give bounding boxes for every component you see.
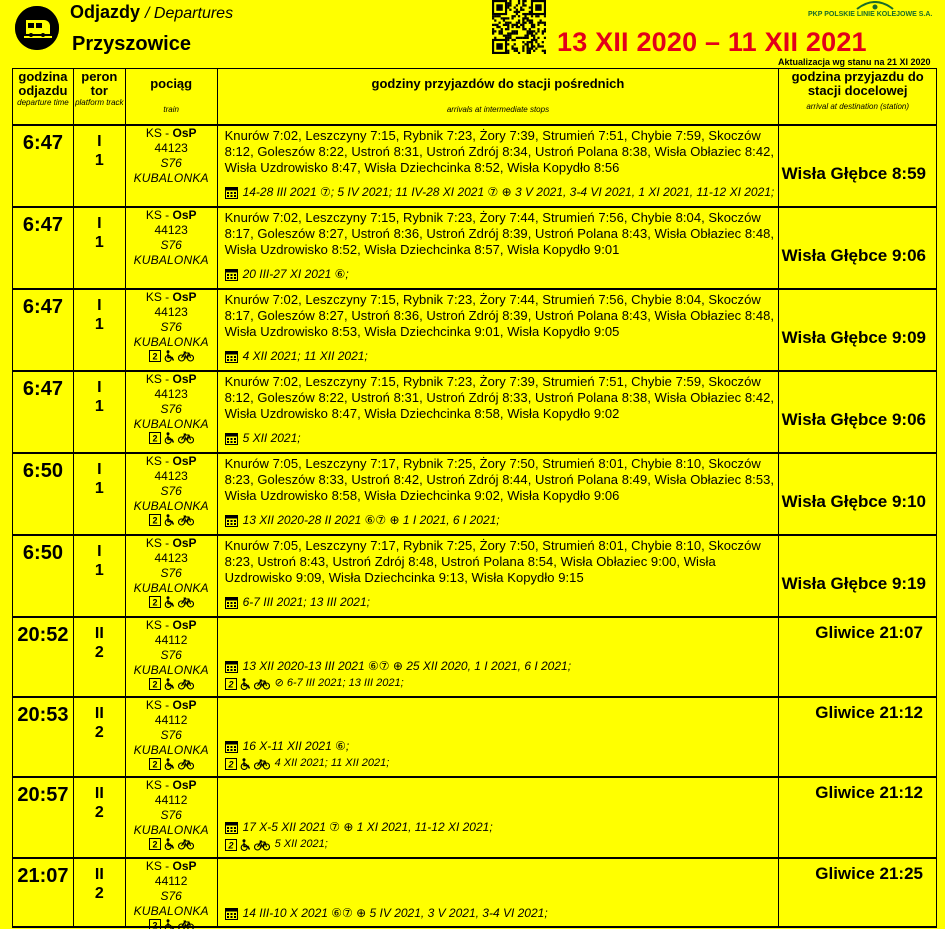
train-line: S76 xyxy=(160,566,182,580)
train-category-code: OsP xyxy=(172,618,197,632)
track-number: 1 xyxy=(94,152,104,169)
col-intermediate-label: godziny przyjazdów do stacji pośrednich xyxy=(371,76,625,91)
destination-arrival: Wisła Głębce 9:06 xyxy=(781,246,926,265)
train-name: KUBALONKA xyxy=(133,171,209,185)
bicycle-icon xyxy=(178,919,194,929)
calendar-note: 13 XII 2020-28 II 2021 ⑥⑦ ⊕ 1 I 2021, 6 I 2021; xyxy=(242,513,500,527)
train-name: KUBALONKA xyxy=(133,253,209,267)
train-category xyxy=(126,372,217,387)
platform-number: II xyxy=(94,866,104,883)
calendar-note: 4 XII 2021; 11 XII 2021; xyxy=(242,349,368,363)
train-info xyxy=(126,208,218,288)
stops-list: Knurów 7:02, Leszczyny 7:15, Rybnik 7:23, Żory 7:44, Strumień 7:56, Chybie 8:04, Skoczów 8:17, Goleszów 8:27, Ustroń 8:36, Ustroń Zdrój 8:39, Ustroń Polana 8:43, Wisła Obłaziec 8:48, Wisła Uzdrowisko 8:53, Wisła Dziechcinka 9:01, Wisła Kopydło 9:05 xyxy=(224,292,775,339)
col-platform-sublabel: platform track xyxy=(75,98,124,107)
bicycle-icon xyxy=(178,678,194,690)
train-number: 44123 xyxy=(154,141,188,155)
table-row xyxy=(12,698,937,778)
amenity-note-text: ⊘ 6-7 III 2021; 13 III 2021; xyxy=(274,677,404,689)
destination-arrival: Gliwice 21:07 xyxy=(815,623,923,642)
destination-arrival: Wisła Głębce 9:19 xyxy=(781,574,926,593)
bicycle-icon xyxy=(178,432,194,444)
train-category-code: OsP xyxy=(172,372,197,386)
track-number: 1 xyxy=(94,316,104,333)
train-operator: KS - xyxy=(145,778,173,792)
platform-number: II xyxy=(94,705,104,722)
col-departure xyxy=(13,69,74,124)
train-line: S76 xyxy=(160,402,182,416)
train-info xyxy=(126,536,218,616)
train-number: 44123 xyxy=(154,305,188,319)
table-row xyxy=(12,208,937,290)
second-class-icon xyxy=(149,838,161,850)
train-category xyxy=(126,536,217,551)
departure-time: 20:57 xyxy=(13,778,74,857)
train-icon xyxy=(15,6,59,50)
train-category-code: OsP xyxy=(172,698,197,712)
wheelchair-icon xyxy=(240,678,251,690)
train-number: 44112 xyxy=(154,713,188,727)
platform-track xyxy=(74,698,126,776)
train-info xyxy=(126,778,218,857)
wheelchair-icon xyxy=(240,758,251,770)
departure-time: 6:50 xyxy=(13,536,74,616)
service-calendar xyxy=(225,595,370,610)
platform-track xyxy=(74,372,126,452)
intermediate-stops xyxy=(218,372,780,452)
train-amenities xyxy=(149,514,194,526)
train-name: KUBALONKA xyxy=(133,823,209,837)
calendar-note: 16 X-11 XII 2021 ⑥; xyxy=(242,739,350,753)
table-row xyxy=(12,290,937,372)
destination-cell xyxy=(779,126,936,206)
col-intermediate-sublabel: arrivals at intermediate stops xyxy=(446,105,550,114)
calendar-note: 13 XII 2020-13 III 2021 ⑥⑦ ⊕ 25 XII 2020, 1 I 2021, 6 I 2021; xyxy=(242,659,572,673)
intermediate-stops xyxy=(218,290,780,370)
train-name: KUBALONKA xyxy=(133,743,209,757)
departure-rows xyxy=(12,126,937,928)
svg-text:2: 2 xyxy=(228,679,234,689)
train-category xyxy=(126,126,217,141)
title-en: / Departures xyxy=(145,5,234,22)
track-number: 1 xyxy=(94,234,104,251)
table-row xyxy=(12,778,937,859)
departure-time: 20:52 xyxy=(13,618,74,696)
qr-code xyxy=(492,0,546,54)
bicycle-icon xyxy=(178,758,194,770)
second-class-icon xyxy=(149,919,161,929)
table-row xyxy=(12,618,937,698)
train-amenities xyxy=(225,758,270,770)
service-calendar xyxy=(225,820,493,835)
train-number: 44123 xyxy=(154,387,188,401)
table-row xyxy=(12,454,937,536)
train-line: S76 xyxy=(160,484,182,498)
operator-name: PKP POLSKIE LINIE KOLEJOWE S.A. xyxy=(808,11,933,18)
train-number: 44123 xyxy=(154,469,188,483)
train-name: KUBALONKA xyxy=(133,581,209,595)
svg-text:2: 2 xyxy=(152,351,158,362)
destination-cell xyxy=(779,698,936,776)
table-row xyxy=(12,126,937,208)
stops-list: Knurów 7:02, Leszczyny 7:15, Rybnik 7:23, Żory 7:39, Strumień 7:51, Chybie 7:59, Skoczów 8:12, Goleszów 8:22, Ustroń 8:31, Ustroń Zdrój 8:34, Ustroń Polana 8:38, Wisła Obłaziec 8:42, Wisła Uzdrowisko 8:47, Wisła Dziechcinka 8:52, Wisła Kopydło 8:56 xyxy=(224,128,775,175)
col-destination-sublabel: arrival at destination (station) xyxy=(806,102,910,111)
train-category-code: OsP xyxy=(172,208,197,222)
platform-number: I xyxy=(97,133,102,150)
departures-table xyxy=(12,68,937,928)
train-line: S76 xyxy=(160,889,182,903)
calendar-icon xyxy=(225,596,238,609)
train-line: S76 xyxy=(160,156,182,170)
calendar-note: 20 III-27 XI 2021 ⑥; xyxy=(242,267,349,281)
col-train-label: pociąg xyxy=(150,76,193,91)
col-departure-sublabel: departure time xyxy=(17,98,69,107)
intermediate-stops xyxy=(218,208,780,288)
svg-text:2: 2 xyxy=(152,920,158,929)
stops-list: Knurów 7:02, Leszczyny 7:15, Rybnik 7:23, Żory 7:39, Strumień 7:51, Chybie 7:59, Skoczów 8:12, Goleszów 8:22, Ustroń 8:31, Ustroń Zdrój 8:33, Ustroń Polana 8:38, Wisła Obłaziec 8:42, Wisła Uzdrowisko 8:47, Wisła Dziechcinka 8:58, Wisła Kopydło 9:02 xyxy=(224,374,775,421)
stops-list: Knurów 7:05, Leszczyny 7:17, Rybnik 7:25, Żory 7:50, Strumień 8:01, Chybie 8:10, Skoczów 8:23, Ustroń 8:43, Ustroń Zdrój 8:48, Ustroń Polana 8:54, Wisła Obłaziec 9:00, Wisła Uzdrowisko 9:09, Wisła Dziechcinka 9:13, Wisła Kopydło 9:15 xyxy=(224,538,761,585)
platform-track xyxy=(74,290,126,370)
train-amenities xyxy=(149,919,194,929)
train-info xyxy=(126,372,218,452)
departure-time: 6:47 xyxy=(13,208,74,288)
platform-number: I xyxy=(97,543,102,560)
second-class-icon xyxy=(149,350,161,362)
svg-text:2: 2 xyxy=(228,840,234,850)
pkp-logo xyxy=(855,0,895,8)
service-calendar xyxy=(225,513,500,528)
validity-period: 13 XII 2020 – 11 XII 2021 xyxy=(557,27,867,57)
calendar-note: 17 X-5 XII 2021 ⑦ ⊕ 1 XI 2021, 11-12 XI 2021; xyxy=(242,820,493,834)
train-category xyxy=(126,618,217,633)
train-amenities xyxy=(225,678,270,690)
bicycle-icon xyxy=(178,838,194,850)
col-platform xyxy=(74,69,126,124)
train-number: 44123 xyxy=(154,551,188,565)
svg-text:2: 2 xyxy=(152,679,158,690)
second-class-icon xyxy=(149,758,161,770)
train-amenities xyxy=(149,596,194,608)
intermediate-stops xyxy=(218,778,780,857)
wheelchair-icon xyxy=(164,838,175,850)
train-category xyxy=(126,454,217,469)
platform-number: I xyxy=(97,215,102,232)
amenity-note xyxy=(225,676,404,691)
train-category xyxy=(126,208,217,223)
train-category xyxy=(126,859,217,874)
platform-number: II xyxy=(94,785,104,802)
train-number: 44112 xyxy=(154,874,188,888)
departure-time: 20:53 xyxy=(13,698,74,776)
amenity-note xyxy=(225,837,328,852)
track-number: 2 xyxy=(94,724,104,741)
departure-time: 21:07 xyxy=(13,859,74,926)
train-operator: KS - xyxy=(145,859,173,873)
station-name: Przyszowice xyxy=(72,33,191,55)
train-number: 44112 xyxy=(154,633,188,647)
col-train xyxy=(126,69,218,124)
title-pl: Odjazdy xyxy=(70,2,141,22)
destination-arrival: Wisła Głębce 8:59 xyxy=(781,164,926,183)
platform-track xyxy=(74,859,126,926)
train-operator: KS - xyxy=(145,618,173,632)
intermediate-stops xyxy=(218,126,780,206)
train-category-code: OsP xyxy=(172,454,197,468)
train-info xyxy=(126,618,218,696)
destination-cell xyxy=(779,454,936,534)
wheelchair-icon xyxy=(164,350,175,362)
train-info xyxy=(126,859,218,929)
intermediate-stops xyxy=(218,536,780,616)
service-calendar xyxy=(225,349,368,364)
destination-cell xyxy=(779,208,936,288)
platform-track xyxy=(74,618,126,696)
platform-number: II xyxy=(94,625,104,642)
second-class-icon xyxy=(149,514,161,526)
platform-track xyxy=(74,536,126,616)
calendar-icon xyxy=(225,432,238,445)
departure-time: 6:47 xyxy=(13,126,74,206)
service-calendar xyxy=(225,659,571,674)
train-name: KUBALONKA xyxy=(133,499,209,513)
train-number: 44112 xyxy=(154,793,188,807)
calendar-note: 14-28 III 2021 ⑦; 5 IV 2021; 11 IV-28 XI 2021 ⑦ ⊕ 3 V 2021, 3-4 VI 2021, 1 XI 2021, 11-12 XI 2021; xyxy=(242,185,775,199)
platform-track xyxy=(74,126,126,206)
train-name: KUBALONKA xyxy=(133,335,209,349)
service-calendar xyxy=(225,267,349,282)
wheelchair-icon xyxy=(164,596,175,608)
departure-time: 6:47 xyxy=(13,290,74,370)
train-category-code: OsP xyxy=(172,126,197,140)
train-operator: KS - xyxy=(145,372,173,386)
bicycle-icon xyxy=(254,839,270,851)
train-category xyxy=(126,778,217,793)
train-amenities xyxy=(149,678,194,690)
table-header xyxy=(12,68,937,126)
bicycle-icon xyxy=(254,678,270,690)
track-number: 1 xyxy=(94,562,104,579)
platform-number: I xyxy=(97,461,102,478)
intermediate-stops xyxy=(218,618,780,696)
train-operator: KS - xyxy=(145,454,173,468)
train-amenities xyxy=(225,839,270,851)
calendar-icon xyxy=(225,186,238,199)
wheelchair-icon xyxy=(164,432,175,444)
platform-track xyxy=(74,454,126,534)
second-class-icon xyxy=(225,758,237,770)
svg-text:2: 2 xyxy=(152,839,158,850)
train-info xyxy=(126,698,218,776)
col-platform-label: peron tor xyxy=(81,69,118,98)
departure-time: 6:50 xyxy=(13,454,74,534)
second-class-icon xyxy=(225,839,237,851)
track-number: 2 xyxy=(94,804,104,821)
amenity-note-text: 5 XII 2021; xyxy=(274,838,328,850)
train-category-code: OsP xyxy=(172,778,197,792)
amenity-note-text: 4 XII 2021; 11 XII 2021; xyxy=(274,757,390,769)
platform-number: I xyxy=(97,379,102,396)
destination-cell xyxy=(779,778,936,857)
svg-text:2: 2 xyxy=(152,759,158,770)
train-operator: KS - xyxy=(145,290,173,304)
calendar-icon xyxy=(225,660,238,673)
train-category xyxy=(126,698,217,713)
calendar-note: 6-7 III 2021; 13 III 2021; xyxy=(242,595,370,609)
train-name: KUBALONKA xyxy=(133,417,209,431)
train-line: S76 xyxy=(160,320,182,334)
second-class-icon xyxy=(225,678,237,690)
train-info xyxy=(126,126,218,206)
train-info xyxy=(126,454,218,534)
svg-text:2: 2 xyxy=(152,597,158,608)
track-number: 1 xyxy=(94,480,104,497)
train-number: 44123 xyxy=(154,223,188,237)
train-line: S76 xyxy=(160,238,182,252)
calendar-icon xyxy=(225,740,238,753)
destination-cell xyxy=(779,290,936,370)
track-number: 2 xyxy=(94,644,104,661)
intermediate-stops xyxy=(218,698,780,776)
destination-arrival: Gliwice 21:12 xyxy=(815,703,923,722)
col-intermediate xyxy=(218,69,780,124)
bicycle-icon xyxy=(254,758,270,770)
track-number: 1 xyxy=(94,398,104,415)
table-row xyxy=(12,859,937,928)
platform-track xyxy=(74,778,126,857)
destination-arrival: Wisła Głębce 9:10 xyxy=(781,492,926,511)
train-info xyxy=(126,290,218,370)
second-class-icon xyxy=(149,596,161,608)
platform-number: I xyxy=(97,297,102,314)
table-row xyxy=(12,372,937,454)
svg-text:2: 2 xyxy=(152,515,158,526)
train-operator: KS - xyxy=(145,536,173,550)
amenity-note xyxy=(225,756,390,771)
stops-list: Knurów 7:05, Leszczyny 7:17, Rybnik 7:25, Żory 7:50, Strumień 8:01, Chybie 8:10, Skoczów 8:23, Goleszów 8:33, Ustroń 8:42, Ustroń Zdrój 8:44, Ustroń Polana 8:49, Wisła Obłaziec 8:53, Wisła Uzdrowisko 8:58, Wisła Dziechcinka 9:02, Wisła Kopydło 9:06 xyxy=(224,456,775,503)
destination-cell xyxy=(779,536,936,616)
wheelchair-icon xyxy=(240,839,251,851)
service-calendar xyxy=(225,185,775,200)
calendar-icon xyxy=(225,821,238,834)
wheelchair-icon xyxy=(164,758,175,770)
stops-list: Knurów 7:02, Leszczyny 7:15, Rybnik 7:23, Żory 7:44, Strumień 7:56, Chybie 8:04, Skoczów 8:17, Goleszów 8:27, Ustroń 8:36, Ustroń Zdrój 8:39, Ustroń Polana 8:43, Wisła Obłaziec 8:48, Wisła Uzdrowisko 8:52, Wisła Dziechcinka 8:57, Wisła Kopydło 9:01 xyxy=(224,210,775,257)
train-category xyxy=(126,290,217,305)
calendar-note: 14 III-10 X 2021 ⑥⑦ ⊕ 5 IV 2021, 3 V 2021, 3-4 VI 2021; xyxy=(242,906,548,920)
train-category-code: OsP xyxy=(172,290,197,304)
bicycle-icon xyxy=(178,514,194,526)
col-destination xyxy=(779,69,936,124)
wheelchair-icon xyxy=(164,919,175,929)
train-operator: KS - xyxy=(145,208,173,222)
destination-arrival: Wisła Głębce 9:09 xyxy=(781,328,926,347)
departure-time: 6:47 xyxy=(13,372,74,452)
page-title xyxy=(70,2,233,23)
destination-arrival: Wisła Głębce 9:06 xyxy=(781,410,926,429)
page-header xyxy=(0,0,945,68)
calendar-note: 5 XII 2021; xyxy=(242,431,301,445)
col-departure-label: godzina odjazdu xyxy=(18,69,68,98)
train-operator: KS - xyxy=(145,126,173,140)
bicycle-icon xyxy=(178,350,194,362)
calendar-icon xyxy=(225,268,238,281)
update-note: Aktualizacja wg stanu na 21 XI 2020 xyxy=(778,57,931,67)
service-calendar xyxy=(225,906,548,921)
track-number: 2 xyxy=(94,885,104,902)
svg-text:2: 2 xyxy=(228,759,234,769)
train-name: KUBALONKA xyxy=(133,904,209,918)
svg-text:2: 2 xyxy=(152,433,158,444)
intermediate-stops xyxy=(218,859,780,926)
destination-arrival: Gliwice 21:25 xyxy=(815,864,923,883)
train-amenities xyxy=(149,350,194,362)
destination-arrival: Gliwice 21:12 xyxy=(815,783,923,802)
wheelchair-icon xyxy=(164,514,175,526)
train-category-code: OsP xyxy=(172,859,197,873)
col-train-sublabel: train xyxy=(163,105,179,114)
calendar-icon xyxy=(225,350,238,363)
destination-cell xyxy=(779,859,936,926)
destination-cell xyxy=(779,372,936,452)
train-amenities xyxy=(149,432,194,444)
table-row xyxy=(12,536,937,618)
train-amenities xyxy=(149,758,194,770)
platform-track xyxy=(74,208,126,288)
wheelchair-icon xyxy=(164,678,175,690)
second-class-icon xyxy=(149,678,161,690)
train-operator: KS - xyxy=(145,698,173,712)
intermediate-stops xyxy=(218,454,780,534)
bicycle-icon xyxy=(178,596,194,608)
train-line: S76 xyxy=(160,648,182,662)
service-calendar xyxy=(225,739,350,754)
service-calendar xyxy=(225,431,301,446)
train-line: S76 xyxy=(160,808,182,822)
train-name: KUBALONKA xyxy=(133,663,209,677)
col-destination-label: godzina przyjazdu do stacji docelowej xyxy=(791,69,924,98)
train-amenities xyxy=(149,838,194,850)
second-class-icon xyxy=(149,432,161,444)
train-line: S76 xyxy=(160,728,182,742)
calendar-icon xyxy=(225,514,238,527)
calendar-icon xyxy=(225,907,238,920)
train-category-code: OsP xyxy=(172,536,197,550)
destination-cell xyxy=(779,618,936,696)
